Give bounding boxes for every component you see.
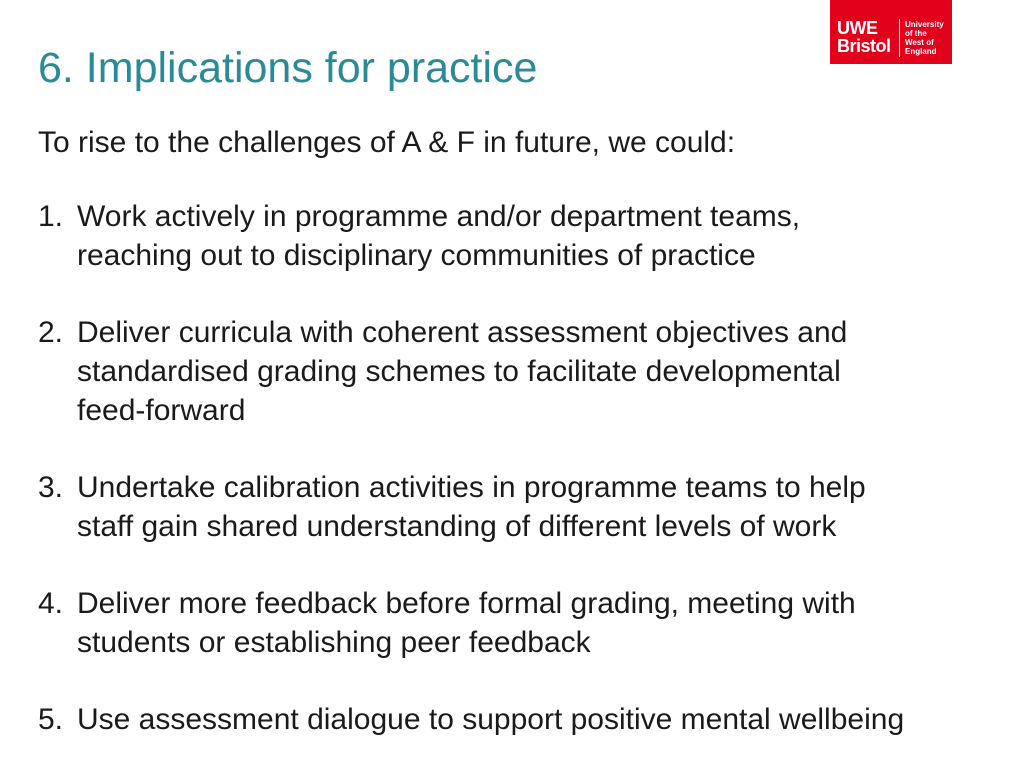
list-item [38,468,988,546]
logo-main-text: UWE Bristol [837,18,891,56]
list-item-text: Deliver more feedback before formal grading, meeting with students or establishing peer feedback [77,587,856,659]
list-item-text: Work actively in programme and/or department teams, reaching out to disciplinary communities of practice [77,200,801,272]
list-item-number: 2. [38,316,64,349]
list-item-number: 4. [38,587,64,620]
list-item-number: 5. [38,703,64,736]
list-item-number: 1. [38,200,64,233]
list-item-text: Undertake calibration activities in programme teams to help staff gain shared understanding of different levels of work [77,471,866,543]
list-item-text: Deliver curricula with coherent assessment objectives and standardised grading schemes to facilitate developmental feed-forward [77,316,848,427]
uwe-bristol-logo [830,0,952,64]
list-item [38,313,988,430]
list-item [38,700,988,739]
list-item [38,197,988,275]
list-item-text: Use assessment dialogue to support positive mental wellbeing [77,703,905,736]
slide-title: 6. Implications for practice [38,44,538,92]
list-item-number: 3. [38,471,64,504]
logo-divider [899,19,900,57]
list-item [38,584,988,662]
intro-text: To rise to the challenges of A & F in future, we could: [38,126,736,159]
logo-sub-text: University of the West of England [905,20,944,56]
implications-list [38,197,988,777]
